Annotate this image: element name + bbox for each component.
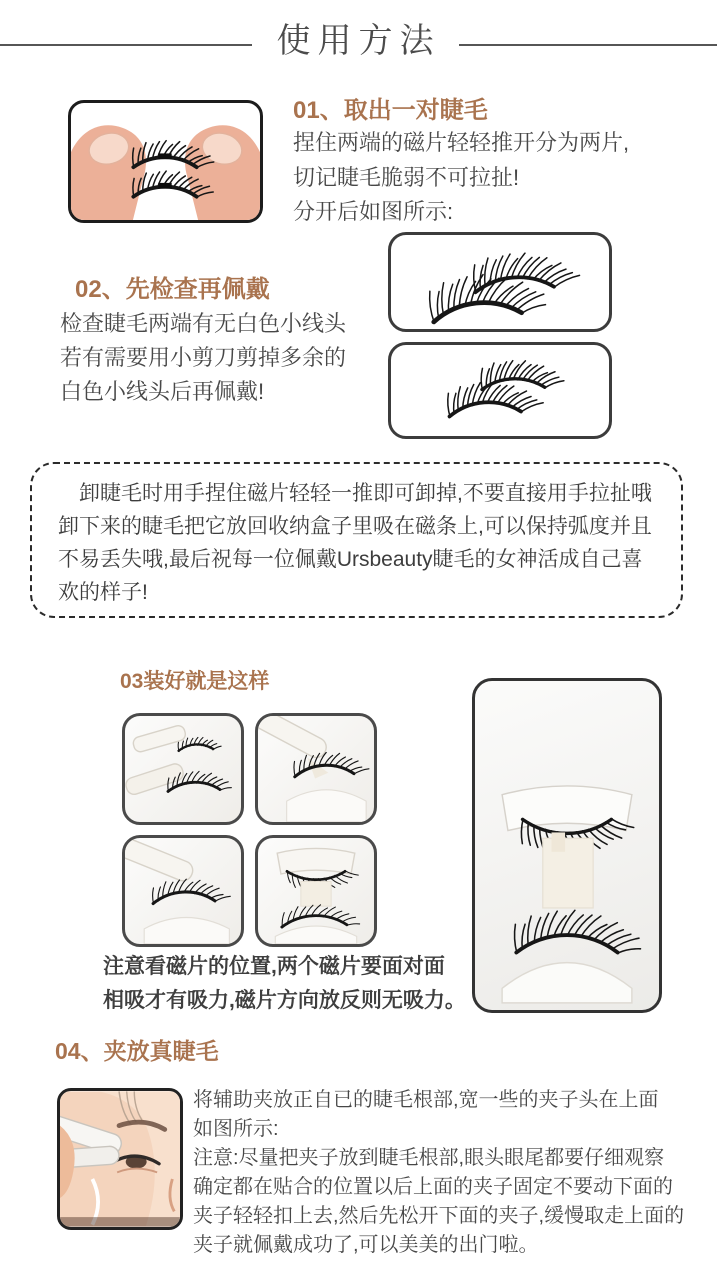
step4-heading: 04、夹放真睫毛: [55, 1038, 219, 1064]
clip-step-illustration: [258, 716, 374, 822]
page-title: 使用方法: [276, 22, 441, 60]
step1-line2: 切记睫毛脆弱不可拉扯!: [293, 165, 520, 190]
photo-clip-step-2: [255, 713, 377, 825]
step3-caption1: 注意看磁片的位置,两个磁片要面对面: [103, 955, 445, 978]
photo-clip-step-1: [122, 713, 244, 825]
photo-lash-pair-top: [388, 232, 612, 332]
step2-line2: 若有需要用小剪刀剪掉多余的: [60, 345, 347, 370]
step4-line6: 夹子就佩戴成功了,可以美美的出门啦。: [193, 1234, 539, 1256]
eye-application-illustration: [60, 1091, 180, 1227]
photo-fingers-splitting-lashes: [68, 100, 263, 223]
step2-heading: 02、先检查再佩戴: [75, 276, 270, 303]
clip-step-illustration: [125, 716, 241, 822]
photo-eye-application: [57, 1088, 183, 1230]
step4-line1: 将辅助夹放正自已的睫毛根部,宽一些的夹子头在上面: [193, 1089, 659, 1111]
removal-tips-box: [30, 462, 683, 618]
step2-line3: 白色小线头后再佩戴!: [60, 379, 265, 404]
note-line2: 卸下来的睫毛把它放回收纳盒子里吸在磁条上,可以保持弧度并且: [58, 515, 652, 538]
photo-clip-step-4: [255, 835, 377, 947]
photo-clip-step-3: [122, 835, 244, 947]
step4-line4: 确定都在贴合的位置以后上面的夹子固定不要动下面的: [193, 1176, 673, 1198]
clip-step-illustration: [258, 838, 374, 944]
photo-lash-pair-bottom: [388, 342, 612, 439]
photo-clip-large: [472, 678, 662, 1013]
step2-line1: 检查睫毛两端有无白色小线头: [60, 311, 347, 336]
fingers-illustration: [71, 103, 260, 220]
step1-heading: 01、取出一对睫毛: [293, 97, 488, 124]
lash-pair-illustration: [391, 345, 609, 436]
note-line1: 卸睫毛时用手捏住磁片轻轻一推即可卸掉,不要直接用手拉扯哦: [79, 482, 652, 505]
clip-step-illustration: [125, 838, 241, 944]
step3-heading: 03装好就是这样: [120, 670, 270, 693]
step1-line1: 捏住两端的磁片轻轻推开分为两片,: [293, 130, 630, 155]
note-line4: 欢的样子!: [58, 581, 148, 604]
lash-pair-illustration: [391, 235, 609, 329]
step4-line3: 注意:尽量把夹子放到睫毛根部,眼头眼尾都要仔细观察: [193, 1147, 665, 1169]
step1-line3: 分开后如图所示:: [293, 199, 454, 224]
step4-line5: 夹子轻轻扣上去,然后先松开下面的夹子,缓慢取走上面的: [193, 1205, 685, 1227]
title-divider-right: [459, 44, 717, 46]
clip-large-illustration: [475, 681, 659, 1010]
note-line3: 不易丢失哦,最后祝每一位佩戴Ursbeauty睫毛的女神活成自己喜: [58, 548, 643, 571]
step3-caption2: 相吸才有吸力,磁片方向放反则无吸力。: [103, 989, 466, 1012]
step4-line2: 如图所示:: [193, 1118, 279, 1140]
